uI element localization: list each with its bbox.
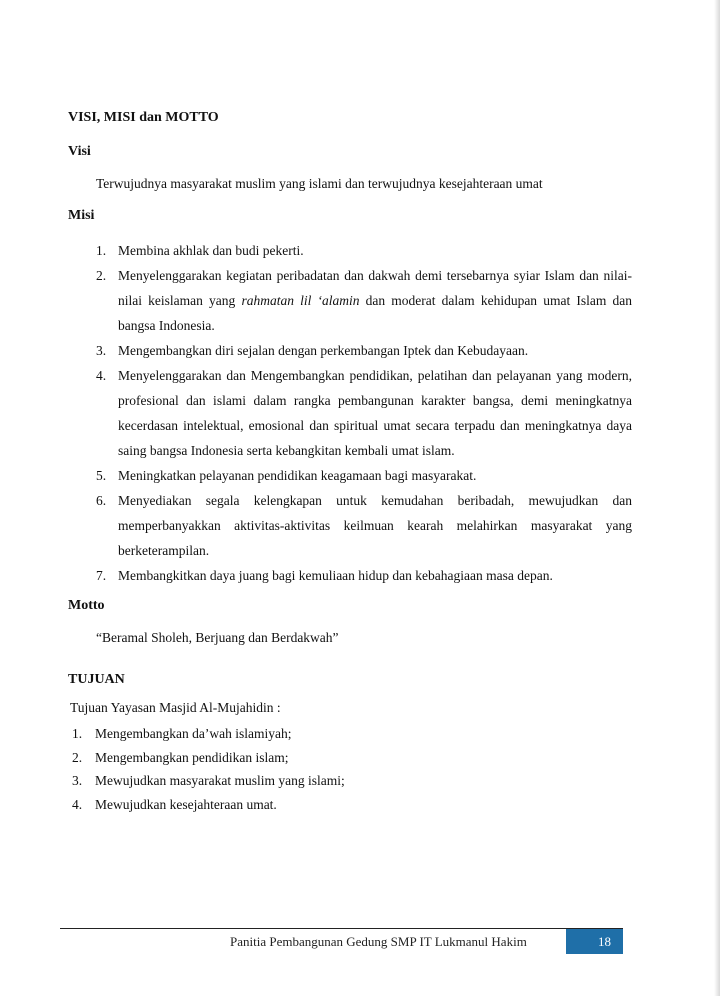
- tujuan-list: [68, 722, 632, 816]
- misi-item: [68, 463, 632, 488]
- misi-item-text: Menyelenggarakan dan Mengembangkan pendidikan, pelatihan dan pelayanan yang modern, profesional dan islami dalam rangka pembangunan karakter bangsa, demi meningkatnya kecerdasan intelektual, emosional dan spiritual umat secara terpadu dan meningkatnya daya saing bangsa Indonesia serta kebangkitan kembali umat islam.: [118, 368, 632, 458]
- tujuan-intro: Tujuan Yayasan Masjid Al-Mujahidin :: [70, 700, 281, 715]
- visi-heading: Visi: [68, 144, 91, 159]
- misi-item-number: 3.: [96, 343, 107, 358]
- misi-item-number: 7.: [96, 568, 107, 583]
- footer-divider: [60, 928, 623, 929]
- tujuan-item-text: Mewujudkan masyarakat muslim yang islami;: [95, 773, 345, 788]
- misi-item: [68, 238, 632, 263]
- misi-item-text: Menyelenggarakan kegiatan peribadatan dan dakwah demi tersebarnya syiar Islam dan nilai-nilai keislaman yang: [118, 268, 632, 308]
- motto-heading: Motto: [68, 598, 105, 613]
- misi-item-number: 5.: [96, 468, 107, 483]
- tujuan-item-text: Mengembangkan da’wah islamiyah;: [95, 726, 292, 741]
- tujuan-item-text: Mewujudkan kesejahteraan umat.: [95, 796, 277, 812]
- visi-text: Terwujudnya masyarakat muslim yang islami dan terwujudnya kesejahteraan umat: [96, 176, 543, 191]
- tujuan-item: [68, 769, 632, 793]
- misi-item-text: Membina akhlak dan budi pekerti.: [118, 243, 304, 258]
- misi-item: [68, 263, 632, 338]
- motto-text: “Beramal Sholeh, Berjuang dan Berdakwah”: [96, 630, 339, 645]
- tujuan-item-number: 1.: [72, 726, 83, 741]
- misi-item-text: Menyediakan segala kelengkapan untuk kemudahan beribadah, mewujudkan dan memperbanyakkan aktivitas-aktivitas keilmuan kearah melahirkan masyarakat yang berketerampilan.: [118, 493, 632, 558]
- misi-item-text: Meningkatkan pelayanan pendidikan keagamaan bagi masyarakat.: [118, 468, 477, 483]
- misi-item-number: 1.: [96, 243, 107, 258]
- tujuan-item: [68, 793, 632, 817]
- misi-item: [68, 363, 632, 463]
- misi-item: [68, 488, 632, 563]
- page-edge-shadow: [714, 0, 720, 996]
- tujuan-item-number: 2.: [72, 749, 83, 765]
- misi-item: [68, 338, 632, 363]
- section-title: VISI, MISI dan MOTTO: [68, 110, 219, 125]
- tujuan-item: [68, 746, 632, 770]
- misi-item-text: Mengembangkan diri sejalan dengan perkembangan Iptek dan Kebudayaan.: [118, 343, 529, 358]
- tujuan-item-number: 3.: [72, 773, 83, 788]
- misi-list: [68, 238, 632, 588]
- misi-item-number: 2.: [96, 268, 107, 283]
- tujuan-heading: TUJUAN: [68, 672, 125, 687]
- misi-item-text-continued: dan moderat dalam kehidupan umat Islam dan bangsa Indonesia.: [118, 293, 632, 333]
- footer-text: Panitia Pembangunan Gedung SMP IT Lukmanul Hakim: [230, 934, 527, 949]
- tujuan-item: [68, 722, 632, 746]
- tujuan-item-number: 4.: [72, 796, 83, 812]
- misi-item-text: Membangkitkan daya juang bagi kemuliaan hidup dan kebahagiaan masa depan.: [118, 568, 553, 583]
- misi-item-italic-text: rahmatan lil ‘alamin: [241, 293, 360, 308]
- document-body: [68, 108, 632, 816]
- misi-heading: Misi: [68, 208, 95, 223]
- misi-item: [68, 563, 632, 588]
- misi-item-number: 4.: [96, 368, 107, 383]
- tujuan-item-text: Mengembangkan pendidikan islam;: [95, 749, 289, 765]
- misi-item-number: 6.: [96, 493, 107, 508]
- page-number-badge: 18: [566, 929, 623, 954]
